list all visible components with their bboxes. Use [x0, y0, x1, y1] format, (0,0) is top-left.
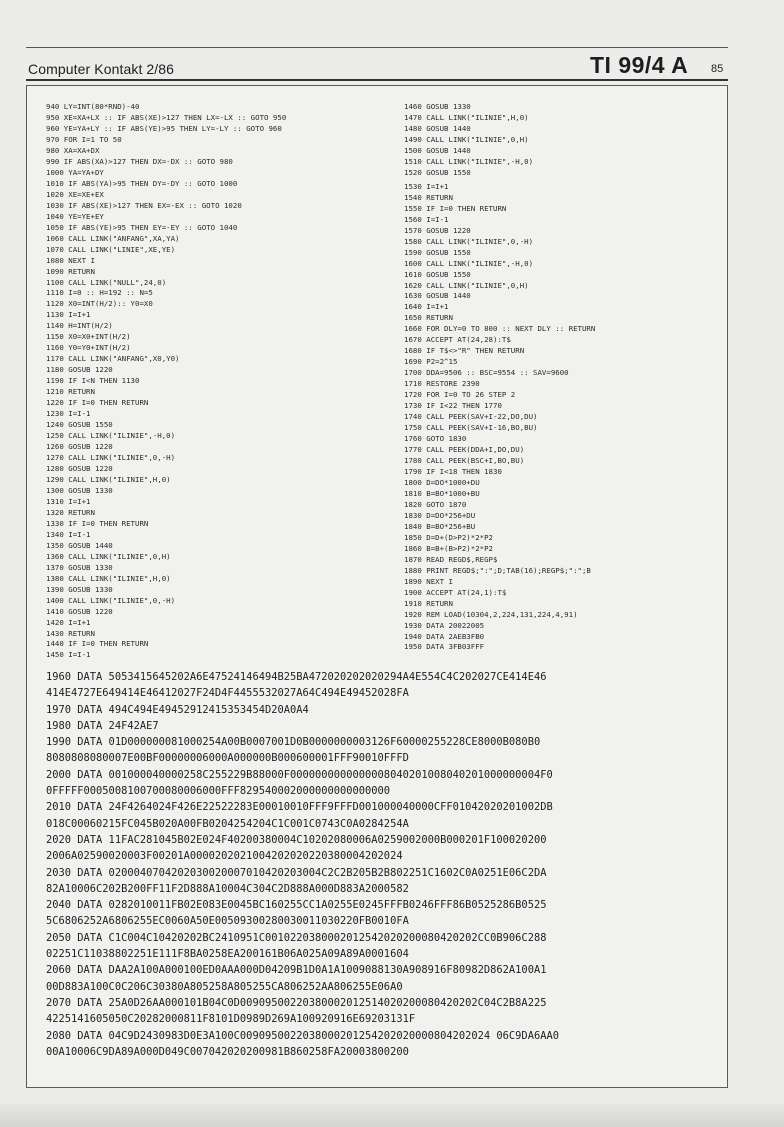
code-line: 1270 CALL LINK("ILINIE",0,-H): [46, 453, 176, 462]
code-line: 1250 CALL LINK("ILINIE",-H,0): [46, 431, 176, 441]
code-line: 1790 IF I<18 THEN 1830: [404, 466, 502, 476]
code-line: 1500 GOSUB 1440: [404, 145, 471, 155]
code-line: 1630 GOSUB 1440: [404, 291, 471, 301]
data-line: 1990 DATA 01D000000081000254A00B0007001D0B0000000003126F60000255228CE8000B080B0: [46, 736, 541, 749]
code-line: 1480 GOSUB 1440: [404, 123, 471, 133]
code-line: 1610 GOSUB 1550: [404, 269, 471, 279]
code-line: 1280 GOSUB 1220: [46, 463, 113, 473]
code-line: 1390 GOSUB 1330: [46, 584, 113, 594]
code-line: 1920 REM LOAD(10304,2,224,131,224,4,91): [404, 609, 578, 619]
data-line: 02251C11038802251E111F8BA0258EA200161B06A025A09A89A0001604: [46, 948, 409, 961]
code-line: 1090 RETURN: [46, 266, 95, 276]
code-line: 1230 I=I-1: [46, 409, 91, 419]
code-line: 1740 CALL PEEK(SAV+I-22,DO,DU): [404, 412, 538, 422]
data-line: 0FFFFF0005008100700080006000FFF829540002000000000000000: [46, 785, 391, 798]
data-line: 5C6806252A6806255EC0060A50E00509300280030011030220FB0010FA: [46, 915, 409, 928]
code-line: 1830 D=DO*256+DU: [404, 510, 476, 520]
code-line: 950 XE=XA+LX :: IF ABS(XE)>127 THEN LX=-LX :: GOTO 950: [46, 112, 287, 122]
code-line: 1150 X0=X0+INT(H/2): [46, 332, 131, 342]
code-line: 1040 YE=YE+EY: [46, 211, 104, 221]
top-rule: [26, 47, 728, 48]
header-rule: [26, 79, 728, 81]
data-line: 2050 DATA C1C004C10420202BC2410951C0010220380002012542020200080420202CC0B906C288: [46, 931, 547, 944]
listing-column-left: [46, 102, 286, 661]
code-line: 1940 DATA 2AEB3FB0: [404, 631, 485, 641]
code-line: 1420 I=I+1: [46, 617, 91, 627]
data-line: 2080 DATA 04C9D2430983D0E3A100C0090950022038000201254202020000804202024 06C9DA6AA0: [46, 1029, 559, 1042]
code-line: 990 IF ABS(XA)>127 THEN DX=-DX :: GOTO 980: [46, 156, 233, 166]
code-line: 1050 IF ABS(YE)>95 THEN EY=-EY :: GOTO 1040: [46, 222, 238, 232]
code-line: 1890 NEXT I: [404, 576, 453, 586]
data-line: 2040 DATA 0282010011FB02E083E0045BC160255CC1A0255E0245FFFB0246FFF86B0525286B0525: [46, 899, 547, 912]
code-line: 1080 NEXT I: [46, 255, 95, 265]
data-line: 2006A02590020003F00201A0000202021004202020220380004202024: [46, 850, 403, 863]
code-line: 1520 GOSUB 1550: [404, 167, 471, 177]
data-line: 2000 DATA 001000040000258C255229B88000F0000000000000008040201008040201000000004F0: [46, 768, 553, 781]
code-line: 1310 I=I+1: [46, 496, 91, 506]
data-line: 018C00060215FC045B020A00FB0204254204C1C001C0743C0A0284254A: [46, 817, 409, 830]
code-line: 1120 X0=INT(H/2):: Y0=X0: [46, 299, 153, 309]
code-line: 1540 RETURN: [404, 192, 453, 202]
code-line: 1240 GOSUB 1550: [46, 420, 113, 430]
data-line: 2030 DATA 0200040704202030020007010420203004C2C2B205B2B802251C1602C0A0251E06C2DA: [46, 866, 547, 879]
code-line: 1600 CALL LINK("ILINIE",-H,0): [404, 258, 534, 268]
code-line: 1820 GOTO 1870: [404, 499, 467, 509]
data-line: 2020 DATA 11FAC281045B02E024F40200380004C10202080006A0259002000B000201F100020200: [46, 833, 547, 846]
code-line: 1220 IF I=0 THEN RETURN: [46, 398, 149, 408]
code-line: 1910 RETURN: [404, 598, 453, 608]
data-statements: [46, 669, 559, 1060]
code-line: 1060 CALL LINK("ANFANG",XA,YA): [46, 233, 180, 243]
code-line: 1370 GOSUB 1330: [46, 562, 113, 572]
code-line: 1850 D=D+(D>P2)*2*P2: [404, 532, 493, 542]
code-line: 1020 XE=XE+EX: [46, 189, 104, 199]
code-line: 960 YE=YA+LY :: IF ABS(YE)>95 THEN LY=-LY :: GOTO 960: [46, 123, 282, 133]
page-bottom-edge: [0, 1104, 784, 1127]
data-line: 2060 DATA DAA2A100A000100ED0AAA000D04209B1D0A1A1009088130A908916F80982D862A100A1: [46, 964, 547, 977]
publication-title: Computer Kontakt 2/86: [28, 61, 175, 77]
code-line: 1530 I=I+1: [404, 181, 449, 191]
code-line: 1490 CALL LINK("ILINIE",0,H): [404, 134, 529, 144]
code-line: 1690 P2=2^15: [404, 357, 458, 367]
code-line: 940 LY=INT(80*RND)-40: [46, 102, 140, 111]
code-line: 980 XA=XA+DX: [46, 145, 100, 155]
code-line: 1460 GOSUB 1330: [404, 102, 471, 111]
code-line: 1880 PRINT REGD$;":";D;TAB(16);REGP$;":";B: [404, 565, 591, 575]
code-line: 970 FOR I=1 TO 50: [46, 134, 122, 144]
code-line: 1130 I=I+1: [46, 310, 91, 320]
code-line: 1380 CALL LINK("ILINIE",H,0): [46, 573, 171, 583]
code-line: 1140 H=INT(H/2): [46, 321, 113, 331]
code-line: 1550 IF I=0 THEN RETURN: [404, 203, 507, 213]
code-line: 1640 I=I+1: [404, 302, 449, 312]
code-line: 1000 YA=YA+DY: [46, 167, 104, 177]
code-line: 1030 IF ABS(XE)>127 THEN EX=-EX :: GOTO 1020: [46, 200, 242, 210]
code-line: 1160 Y0=Y0+INT(H/2): [46, 343, 131, 353]
code-line: 1450 I=I-1: [46, 650, 91, 660]
code-line: 1660 FOR DLY=0 TO 800 :: NEXT DLY :: RETURN: [404, 324, 596, 334]
data-line: 00D883A100C0C206C30380A805258A805255CA806252AA806255E06A0: [46, 980, 403, 993]
data-line: 2010 DATA 24F4264024F426E22522283E00010010FFF9FFFD001000040000CFF01042020201002DB: [46, 801, 553, 814]
data-line: 1960 DATA 5053415645202A6E47524146494B25BA472020202020294A4E554C4C202027CE414E46: [46, 671, 547, 683]
code-line: 1010 IF ABS(YA)>95 THEN DY=-DY :: GOTO 1000: [46, 178, 238, 188]
code-line: 1680 IF T$<>"R" THEN RETURN: [404, 346, 525, 356]
data-line: 2070 DATA 25A0D26AA000101B04C0D00909500220380002012514020200080420202C04C2B8A225: [46, 996, 547, 1009]
code-line: 1710 RESTORE 2390: [404, 379, 480, 389]
code-line: 1210 RETURN: [46, 387, 95, 397]
data-line: 1980 DATA 24F42AE7: [46, 719, 159, 732]
code-line: 1670 ACCEPT AT(24,28):T$: [404, 335, 511, 345]
program-listing-box: [26, 85, 728, 1088]
code-line: 1180 GOSUB 1220: [46, 365, 113, 375]
code-line: 1290 CALL LINK("ILINIE",H,0): [46, 474, 171, 484]
code-line: 1430 RETURN: [46, 628, 95, 638]
code-line: 1070 CALL LINK("LINIE",XE,YE): [46, 244, 176, 254]
code-line: 1360 CALL LINK("ILINIE",0,H): [46, 551, 171, 561]
code-line: 1440 IF I=0 THEN RETURN: [46, 639, 149, 649]
code-line: 1760 GOTO 1830: [404, 434, 467, 444]
code-line: 1470 CALL LINK("ILINIE",H,0): [404, 112, 529, 122]
code-line: 1840 B=BO*256+BU: [404, 521, 476, 531]
code-line: 1730 IF I<22 THEN 1770: [404, 401, 502, 411]
code-line: 1260 GOSUB 1220: [46, 442, 113, 452]
code-line: 1590 GOSUB 1550: [404, 247, 471, 257]
code-line: 1100 CALL LINK("NULL",24,0): [46, 277, 167, 287]
code-line: 1190 IF I<N THEN 1130: [46, 376, 140, 386]
code-line: 1570 GOSUB 1220: [404, 225, 471, 235]
code-line: 1650 RETURN: [404, 313, 453, 323]
code-line: 1810 B=BO*1000+BU: [404, 488, 480, 498]
data-line: 414E4727E649414E46412027F24D4F4455532027A64C494E49452028FA: [46, 687, 409, 700]
code-line: 1170 CALL LINK("ANFANG",X0,Y0): [46, 354, 180, 364]
code-line: 1340 I=I-1: [46, 529, 91, 539]
code-line: 1330 IF I=0 THEN RETURN: [46, 518, 149, 528]
code-line: 1900 ACCEPT AT(24,1):T$: [404, 587, 507, 597]
code-line: 1780 CALL PEEK(BSC+I,BO,BU): [404, 456, 525, 465]
data-line: 82A10006C202B200FF11F2D888A10004C304C2D888A000D883A2000582: [46, 882, 409, 895]
page-number: 85: [711, 63, 724, 75]
code-line: 1700 DDA=9506 :: BSC=9554 :: SAV=9600: [404, 368, 569, 378]
code-line: 1410 GOSUB 1220: [46, 606, 113, 616]
code-line: 1110 I=0 :: H=192 :: N=5: [46, 288, 153, 298]
code-line: 1510 CALL LINK("ILINIE",-H,0): [404, 156, 534, 166]
code-line: 1620 CALL LINK("ILINIE",0,H): [404, 280, 529, 290]
code-line: 1860 B=B+(B>P2)*2*P2: [404, 543, 493, 553]
code-line: 1870 READ REGD$,REGP$: [404, 554, 498, 564]
listing-column-right: [404, 102, 595, 653]
code-line: 1320 RETURN: [46, 507, 95, 517]
data-line: 00A10006C9DA89A000D049C007042020200981B860258FA20003800200: [46, 1045, 409, 1058]
code-line: 1300 GOSUB 1330: [46, 485, 113, 495]
code-line: 1580 CALL LINK("ILINIE",0,-H): [404, 236, 534, 246]
code-line: 1750 CALL PEEK(SAV+I-16,BO,BU): [404, 423, 538, 433]
code-line: 1800 D=DO*1000+DU: [404, 477, 480, 487]
data-line: 1970 DATA 494C494E49452912415353454D20A0A4: [46, 703, 309, 716]
code-line: 1950 DATA 3FB03FFF: [404, 642, 485, 652]
data-line: 4225141605050C20282000811F8101D0989D269A100920916E69203131F: [46, 1013, 416, 1026]
data-line: 8080808080007E00BF00000006000A000000B000600001FFF90010FFFD: [46, 752, 409, 765]
section-title: TI 99/4 A: [590, 52, 689, 78]
code-line: 1930 DATA 20022005: [404, 620, 485, 630]
code-line: 1560 I=I-1: [404, 214, 449, 224]
code-line: 1350 GOSUB 1440: [46, 540, 113, 550]
code-line: 1400 CALL LINK("ILINIE",0,-H): [46, 595, 176, 605]
code-line: 1770 CALL PEEK(DDA+I,DO,DU): [404, 445, 525, 455]
code-line: 1720 FOR I=0 TO 26 STEP 2: [404, 390, 516, 400]
